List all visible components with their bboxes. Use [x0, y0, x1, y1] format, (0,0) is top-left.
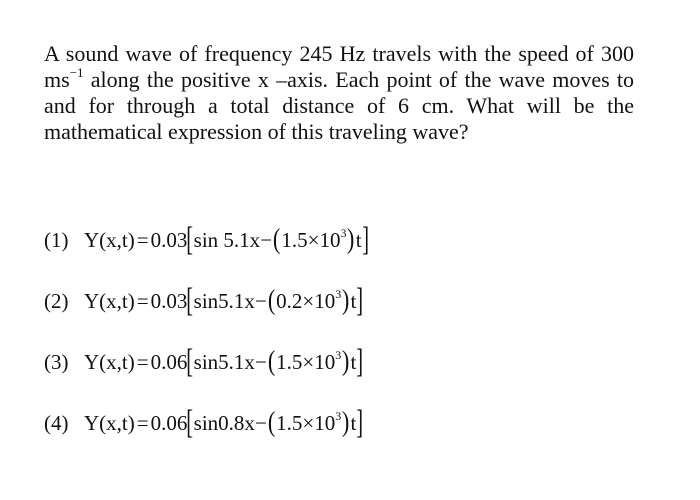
paren-close: ) — [342, 406, 350, 438]
option-3[interactable] — [44, 332, 664, 393]
option-t: t — [350, 289, 357, 313]
answer-options — [44, 210, 664, 454]
option-t: t — [350, 350, 357, 374]
paren-open: ( — [267, 406, 276, 438]
paren-close: ) — [347, 223, 355, 255]
option-minus: − — [254, 289, 267, 313]
option-lhs: Y(x,t) — [84, 289, 135, 313]
option-equals: = — [136, 350, 149, 374]
bracket-open: [ — [186, 403, 194, 441]
bracket-close: ] — [361, 220, 369, 258]
option-minus: − — [254, 411, 267, 435]
option-lhs: Y(x,t) — [84, 228, 135, 252]
question-line-2-text: along the positive x –axis. Each point of the wave moves to — [90, 67, 635, 92]
question-line-2 — [44, 64, 635, 93]
question-text — [44, 41, 634, 145]
bracket-close: ] — [356, 281, 364, 319]
option-number: (1) — [44, 228, 69, 252]
option-coefficient: 0.06 — [150, 411, 188, 435]
bracket-close: ] — [356, 403, 364, 441]
question-line-1: A sound wave of frequency 245 Hz travels with the speed of 300 — [44, 41, 634, 66]
bracket-open: [ — [186, 281, 194, 319]
option-lhs: Y(x,t) — [84, 350, 135, 374]
option-2[interactable] — [44, 271, 664, 332]
option-function: sin5.1x — [193, 350, 255, 374]
option-minus: − — [254, 350, 267, 374]
bracket-close: ] — [356, 342, 364, 380]
option-inner: $1.5\times 10^3$ — [276, 409, 342, 435]
unit-exponent: −1 — [69, 64, 84, 80]
paren-open: ( — [267, 345, 276, 377]
option-lhs: Y(x,t) — [84, 411, 135, 435]
option-minus: − — [260, 228, 273, 252]
option-number: (3) — [44, 350, 69, 374]
question-line-4: mathematical expression of this traveling wave? — [44, 119, 469, 144]
paren-close: ) — [342, 345, 350, 377]
bracket-open: [ — [186, 220, 194, 258]
option-number: (2) — [44, 289, 69, 313]
option-coefficient: 0.06 — [150, 350, 188, 374]
option-coefficient: 0.03 — [150, 289, 188, 313]
paren-open: ( — [267, 284, 276, 316]
paren-close: ) — [342, 284, 350, 316]
option-coefficient: 0.03 — [150, 228, 188, 252]
option-t: t — [355, 228, 362, 252]
option-t: t — [350, 411, 357, 435]
option-function: sin 5.1x — [193, 228, 261, 252]
option-inner: $1.5\times 10^3$ — [276, 348, 342, 374]
option-function: sin5.1x — [193, 289, 255, 313]
option-1[interactable] — [44, 210, 664, 271]
option-inner: $1.5\times 10^3$ — [281, 226, 347, 252]
option-equals: = — [136, 228, 149, 252]
option-equals: = — [136, 411, 149, 435]
option-number: (4) — [44, 411, 69, 435]
unit-base: ms — [44, 67, 70, 92]
option-function: sin0.8x — [193, 411, 255, 435]
option-4[interactable] — [44, 393, 664, 454]
bracket-open: [ — [186, 342, 194, 380]
paren-open: ( — [272, 223, 281, 255]
option-equals: = — [136, 289, 149, 313]
option-inner: $0.2\times 10^3$ — [276, 287, 342, 313]
question-line-3: and for through a total distance of 6 cm. What will be the — [44, 93, 634, 118]
